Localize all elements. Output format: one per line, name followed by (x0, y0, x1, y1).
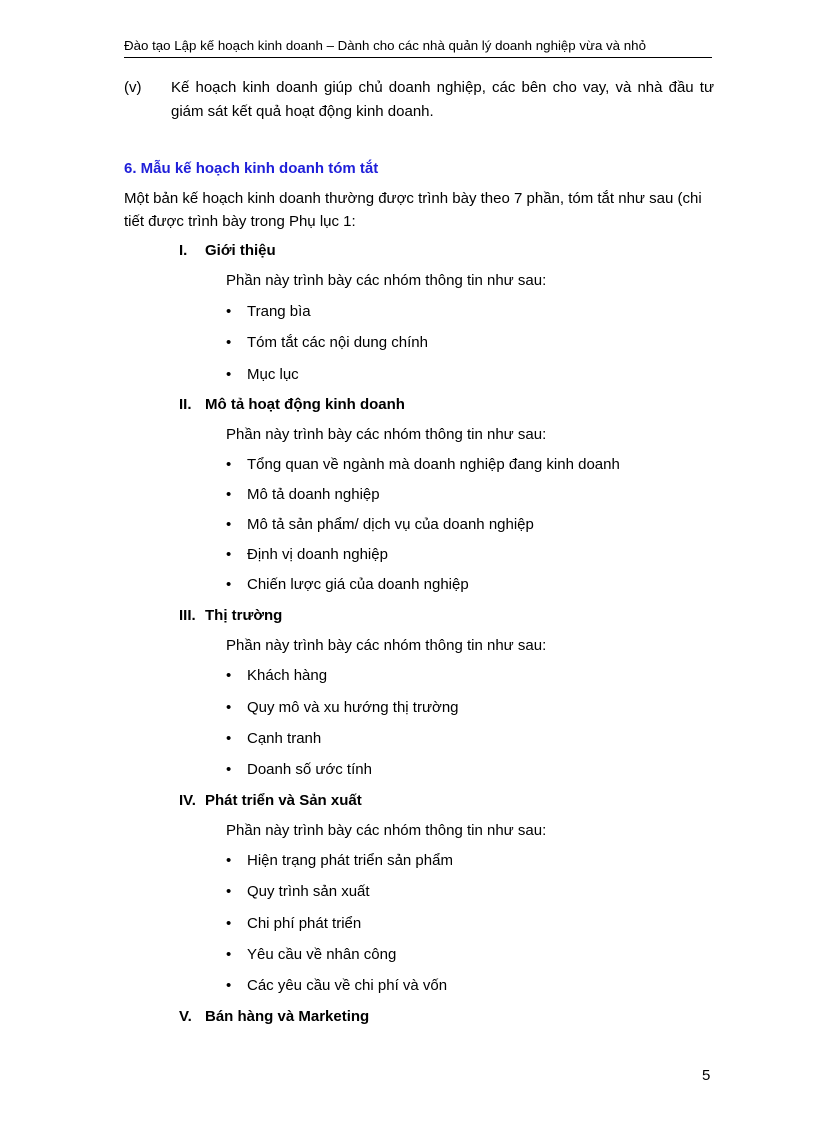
part-intro: Phần này trình bày các nhóm thông tin như sau: (226, 822, 547, 839)
bullet-item (226, 485, 380, 505)
part-intro: Phần này trình bày các nhóm thông tin như sau: (226, 426, 547, 443)
bullet-text: Mô tả doanh nghiệp (247, 486, 380, 503)
bullet-text: Tổng quan về ngành mà doanh nghiệp đang kinh doanh (247, 456, 620, 473)
bullet-icon: • (226, 761, 232, 778)
bullet-text: Tóm tắt các nội dung chính (247, 334, 428, 351)
bullet-icon: • (226, 699, 232, 716)
bullet-text: Hiện trạng phát triển sản phẩm (247, 852, 453, 869)
bullet-text: Các yêu cầu về chi phí và vốn (247, 977, 448, 994)
bullet-text: Mục lục (247, 366, 299, 383)
bullet-icon: • (226, 946, 232, 963)
bullet-text: Quy mô và xu hướng thị trường (247, 699, 459, 716)
part-heading-2 (179, 395, 405, 415)
bullet-text: Định vị doanh nghiệp (247, 546, 388, 563)
section-heading: 6. Mẫu kế hoạch kinh doanh tóm tắt (124, 160, 379, 177)
part-number: V. (179, 1008, 192, 1025)
part-title: Bán hàng và Marketing (205, 1008, 370, 1025)
bullet-item (226, 851, 453, 871)
part-title: Mô tả hoạt động kinh doanh (205, 396, 405, 413)
section-lead-paragraph: Một bản kế hoạch kinh doanh thường được trình bày theo 7 phần, tóm tắt như sau (chi tiết được trình bày trong Phụ lục 1: (124, 190, 702, 230)
page-number: 5 (702, 1067, 711, 1084)
bullet-icon: • (226, 303, 232, 320)
bullet-item (226, 365, 299, 385)
bullet-icon: • (226, 334, 232, 351)
bullet-item (226, 760, 372, 780)
bullet-text: Yêu cầu về nhân công (247, 946, 397, 963)
bullet-text: Cạnh tranh (247, 730, 322, 747)
bullet-item (226, 914, 361, 934)
bullet-icon: • (226, 516, 232, 533)
bullet-item (226, 333, 428, 353)
bullet-item (226, 455, 620, 475)
bullet-icon: • (226, 576, 232, 593)
bullet-icon: • (226, 546, 232, 563)
bullet-item (226, 882, 370, 902)
bullet-item (226, 575, 469, 595)
bullet-icon: • (226, 667, 232, 684)
bullet-text: Quy trình sản xuất (247, 883, 370, 900)
bullet-icon: • (226, 977, 232, 994)
part-heading-5 (179, 1007, 369, 1027)
bullet-icon: • (226, 730, 232, 747)
bullet-item (226, 945, 396, 965)
bullet-item (226, 976, 447, 996)
bullet-item (226, 545, 388, 565)
part-number: IV. (179, 792, 196, 809)
list-item-number: (v) (124, 79, 142, 96)
part-intro: Phần này trình bày các nhóm thông tin như sau: (226, 272, 547, 289)
running-header: Đào tạo Lập kế hoạch kinh doanh – Dành cho các nhà quản lý doanh nghiệp vừa và nhỏ (124, 37, 712, 58)
part-title: Thị trường (205, 607, 283, 624)
bullet-icon: • (226, 366, 232, 383)
bullet-text: Doanh số ước tính (247, 761, 372, 778)
part-title: Phát triển và Sản xuất (205, 792, 362, 809)
bullet-text: Chiến lược giá của doanh nghiệp (247, 576, 469, 593)
bullet-item (226, 698, 459, 718)
bullet-icon: • (226, 456, 232, 473)
list-item-text: Kế hoạch kinh doanh giúp chủ doanh nghiệp, các bên cho vay, và nhà đầu tư giám sát kết quả hoạt động kinh doanh. (171, 79, 714, 120)
part-heading-3 (179, 606, 282, 626)
bullet-text: Mô tả sản phẩm/ dịch vụ của doanh nghiệp (247, 516, 534, 533)
bullet-item (226, 515, 534, 535)
bullet-icon: • (226, 852, 232, 869)
part-number: II. (179, 396, 192, 413)
bullet-item (226, 302, 311, 322)
bullet-text: Chi phí phát triển (247, 915, 362, 932)
bullet-text: Trang bìa (247, 303, 311, 320)
part-number: III. (179, 607, 196, 624)
bullet-item (226, 666, 327, 686)
bullet-icon: • (226, 915, 232, 932)
bullet-icon: • (226, 486, 232, 503)
part-number: I. (179, 242, 188, 259)
bullet-icon: • (226, 883, 232, 900)
part-intro: Phần này trình bày các nhóm thông tin như sau: (226, 637, 547, 654)
part-heading-4 (179, 791, 362, 811)
part-heading-1 (179, 241, 276, 261)
bullet-item (226, 729, 321, 749)
bullet-text: Khách hàng (247, 667, 328, 684)
part-title: Giới thiệu (205, 242, 276, 259)
